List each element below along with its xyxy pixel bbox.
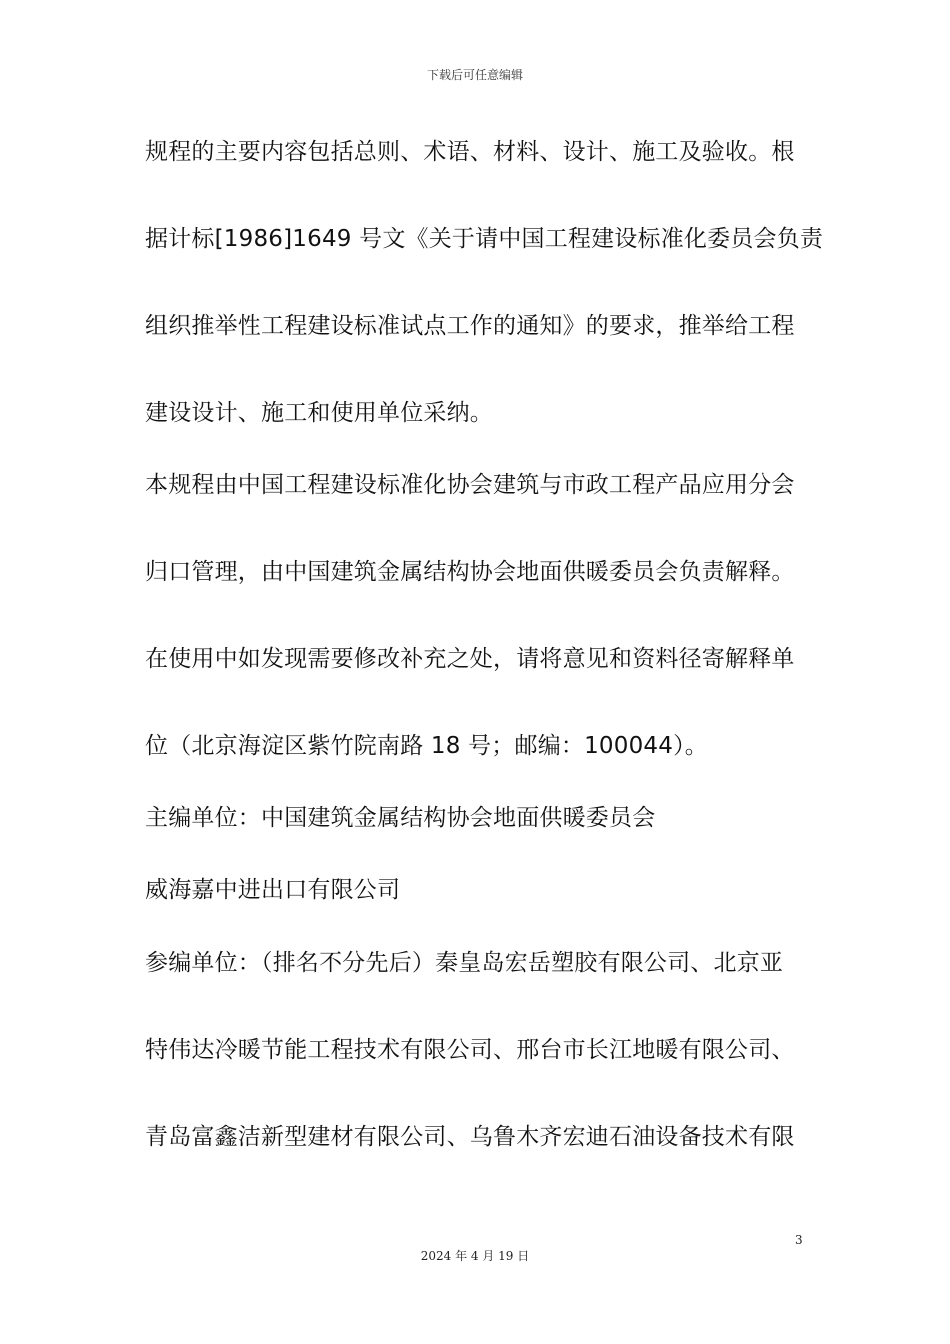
- footer-date: 2024 年 4 月 19 日: [420, 1249, 530, 1263]
- body-line: 组织推举性工程建设标准试点工作的通知》的要求，推举给工程: [145, 313, 795, 339]
- body-line: 建设设计、施工和使用单位采纳。: [145, 400, 493, 426]
- body-line: 威海嘉中进出口有限公司: [145, 877, 401, 903]
- page-header: 下载后可任意编辑: [426, 68, 523, 82]
- body-line: 在使用中如发现需要修改补充之处，请将意见和资料径寄解释单: [145, 646, 795, 672]
- body-line: 主编单位：中国建筑金属结构协会地面供暖委员会: [145, 805, 656, 831]
- body-line: 特伟达冷暖节能工程技术有限公司、邢台市长江地暖有限公司、: [145, 1037, 795, 1063]
- page-number: 3: [795, 1233, 803, 1247]
- body-line: 规程的主要内容包括总则、术语、材料、设计、施工及验收。根: [145, 139, 795, 165]
- body-line: 参编单位：（排名不分先后）秦皇岛宏岳塑胶有限公司、北京亚: [145, 950, 784, 976]
- body-line: 据计标[1986]1649 号文《关于请中国工程建设标准化委员会负责: [145, 226, 824, 252]
- body-line: 位（北京海淀区紫竹院南路 18 号；邮编：100044）。: [145, 733, 708, 759]
- body-line: 归口管理，由中国建筑金属结构协会地面供暖委员会负责解释。: [145, 559, 795, 585]
- body-line: 青岛富鑫洁新型建材有限公司、乌鲁木齐宏迪石油设备技术有限: [145, 1124, 795, 1150]
- body-line: 本规程由中国工程建设标准化协会建筑与市政工程产品应用分会: [145, 472, 795, 498]
